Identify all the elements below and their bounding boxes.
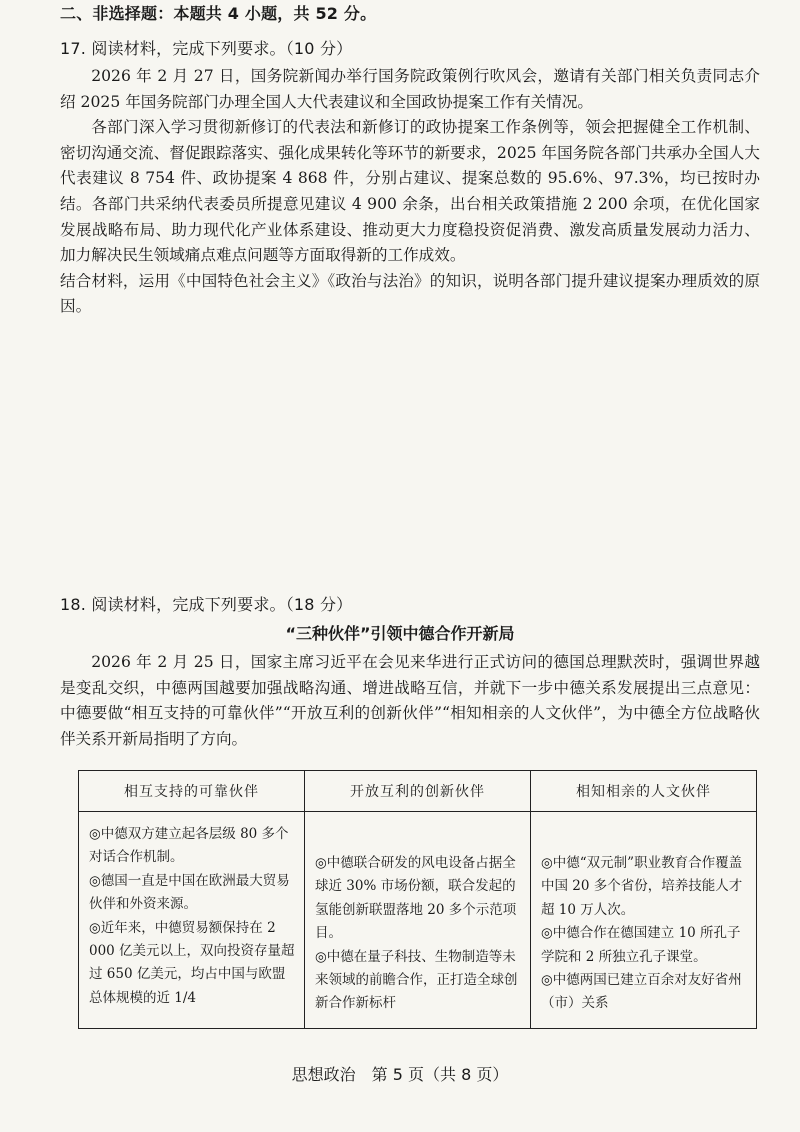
page-footer: 思想政治 第 5 页（共 8 页） bbox=[291, 1065, 509, 1084]
table-cell-innovation bbox=[305, 812, 531, 1029]
table-header-culture: 相知相亲的人文伙伴 bbox=[531, 771, 757, 812]
q18-heading: 18. 阅读材料，完成下列要求。（18 分） bbox=[60, 595, 353, 614]
q18-paragraph-1: 2026 年 2 月 25 日，国家主席习近平在会见来华进行正式访问的德国总理默茨时，强调世界越是变乱交织，中德两国越要加强战略沟通、增进战略互信，并就下一步中德关系发展提出三点意见：中德要做“相互支持的可靠伙伴”“开放互利的创新伙伴”“相知相亲的人文伙伴”，为中德全方位战略伙伴关系开新局指明了方向。 bbox=[60, 653, 760, 748]
table-cell-reliable bbox=[79, 812, 305, 1029]
section-header: 二、非选择题：本题共 4 小题，共 52 分。 bbox=[60, 4, 377, 23]
q17-material bbox=[60, 64, 760, 320]
q17-paragraph-1: 2026 年 2 月 27 日，国务院新闻办举行国务院政策例行吹风会，邀请有关部门相关负责同志介绍 2025 年国务院部门办理全国人大代表建议和全国政协提案工作有关情况。 bbox=[60, 67, 760, 111]
q17-question: 结合材料，运用《中国特色社会主义》《政治与法治》的知识，说明各部门提升建议提案办理质效的原因。 bbox=[60, 271, 760, 316]
table-item: ◎近年来，中德贸易额保持在 2 000 亿美元以上，双向投资存量超过 650 亿美元，均占中国与欧盟总体规模的近 1/4 bbox=[89, 919, 295, 1006]
q18-title: “三种伙伴”引领中德合作开新局 bbox=[285, 624, 515, 643]
table-item: ◎中德“双元制”职业教育合作覆盖中国 20 多个省份，培养技能人才超 10 万人次。 bbox=[541, 855, 743, 918]
table-item: ◎中德两国已建立百余对友好省州（市）关系 bbox=[541, 972, 742, 1012]
table-item: ◎中德在量子科技、生物制造等未来领域的前瞻合作，正打造全球创新合作新标杆 bbox=[315, 948, 518, 1012]
table-item: ◎中德双方建立起各层级 80 多个对话合作机制。 bbox=[89, 826, 289, 866]
table-item: ◎德国一直是中国在欧洲最大贸易伙伴和外资来源。 bbox=[89, 872, 290, 913]
table-item: ◎中德联合研发的风电设备占据全球近 30% 市场份额，联合发起的氢能创新联盟落地 20 多个示范项目。 bbox=[315, 855, 517, 942]
q17-paragraph-2: 各部门深入学习贯彻新修订的代表法和新修订的政协提案工作条例等，领会把握健全工作机制、密切沟通交流、督促跟踪落实、强化成果转化等环节的新要求，2025 年国务院各部门共承办全国人大代表建议 8 754 件、政协提案 4 868 件，分别占建议、提案总数的 95.6%、97.3%，均已按时办结。各部门共采纳代表委员所提意见建议 4 900 余条，出台相关政策措施 2 200 余项，在优化国家发展战略布局、助力现代化产业体系建设、推动更大力度稳投资促消费、激发高质量发展动力活力、加力解决民生领域痛点难点问题等方面取得新的工作成效。 bbox=[60, 118, 760, 265]
table-cell-culture bbox=[531, 812, 757, 1029]
q18-material bbox=[60, 650, 760, 752]
q17-heading: 17. 阅读材料，完成下列要求。（10 分） bbox=[60, 39, 353, 58]
partnership-table bbox=[78, 770, 757, 1029]
table-header-reliable: 相互支持的可靠伙伴 bbox=[79, 771, 305, 812]
table-header-innovation: 开放互利的创新伙伴 bbox=[305, 771, 531, 812]
table-item: ◎中德合作在德国建立 10 所孔子学院和 2 所独立孔子课堂。 bbox=[541, 925, 741, 965]
